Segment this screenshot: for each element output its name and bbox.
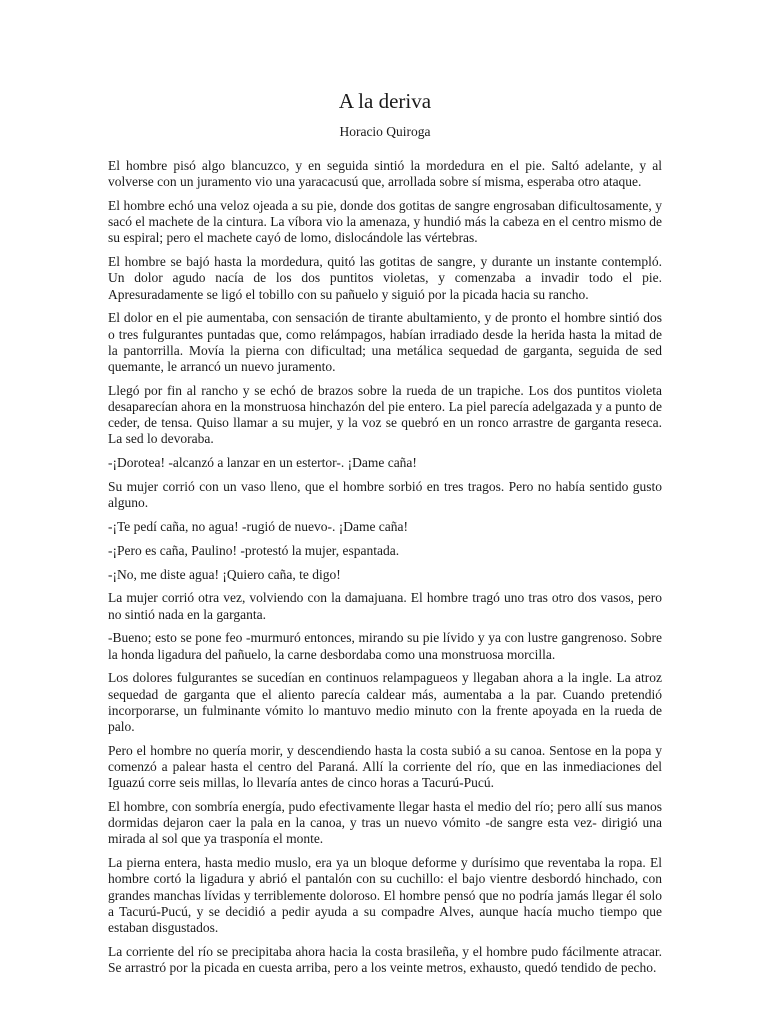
document-author: Horacio Quiroga xyxy=(339,124,431,139)
document-page xyxy=(108,88,662,984)
paragraph: El hombre se bajó hasta la mordedura, quitó las gotitas de sangre, y durante un instante contempló. Un dolor agudo nacía de los dos puntitos violetas, y comenzaba a invadir todo el pie. Apresuradamente se ligó el tobillo con su pañuelo y siguió por la picada hacia su rancho. xyxy=(108,254,662,302)
paragraph: -Bueno; esto se pone feo -murmuró entonces, mirando su pie lívido y ya con lustre gangrenoso. Sobre la honda ligadura del pañuelo, la carne desbordaba como una monstruosa morcilla. xyxy=(108,630,662,662)
document-title: A la deriva xyxy=(338,89,432,113)
document-body xyxy=(108,158,662,976)
paragraph: La mujer corrió otra vez, volviendo con la damajuana. El hombre tragó uno tras otro dos vasos, pero no sintió nada en la garganta. xyxy=(108,590,662,622)
paragraph: El hombre echó una veloz ojeada a su pie, donde dos gotitas de sangre engrosaban dificultosamente, y sacó el machete de la cintura. La víbora vio la amenaza, y hundió más la cabeza en el centro mismo de su espiral; pero el machete cayó de lomo, dislocándole las vértebras. xyxy=(108,198,663,246)
paragraph: Los dolores fulgurantes se sucedían en continuos relampagueos y llegaban ahora a la ingle. La atroz sequedad de garganta que el aliento parecía caldear más, aumentaba a la par. Cuando pretendió incorporarse, un fulminante vómito lo mantuvo medio minuto con la frente apoyada en la rueda de palo. xyxy=(108,670,662,735)
paragraph: El hombre pisó algo blancuzco, y en seguida sintió la mordedura en el pie. Saltó adelante, y al volverse con un juramento vio una yaracacusú que, arrollada sobre sí misma, esperaba otro ataque. xyxy=(108,158,662,190)
paragraph: La corriente del río se precipitaba ahora hacia la costa brasileña, y el hombre pudo fácilmente atracar. Se arrastró por la picada en cuesta arriba, pero a los veinte metros, exhausto, quedó tendido de pecho. xyxy=(108,943,662,976)
paragraph: Pero el hombre no quería morir, y descendiendo hasta la costa subió a su canoa. Sentose en la popa y comenzó a palear hasta el centro del Paraná. Allí la corriente del río, que en las inmediaciones del Iguazú corre seis millas, lo llevaría antes de cinco horas a Tacurú-Pucú. xyxy=(108,742,662,791)
paragraph: El dolor en el pie aumentaba, con sensación de tirante abultamiento, y de pronto el hombre sintió dos o tres fulgurantes puntadas que, como relámpagos, habían irradiado desde la herida hasta la mitad de la pantorrilla. Movía la pierna con dificultad; una metálica sequedad de garganta, seguida de sed quemante, le arrancó un nuevo juramento. xyxy=(108,310,662,375)
paragraph: Su mujer corrió con un vaso lleno, que el hombre sorbió en tres tragos. Pero no había sentido gusto alguno. xyxy=(108,479,662,511)
dialogue-line: -¡No, me diste agua! ¡Quiero caña, te digo! xyxy=(108,566,341,582)
paragraph: El hombre, con sombría energía, pudo efectivamente llegar hasta el medio del río; pero allí sus manos dormidas dejaron caer la pala en la canoa, y tras un nuevo vómito -de sangre esta vez- dirigió una mirada al sol que ya trasponía el monte. xyxy=(108,799,662,847)
paragraph: Llegó por fin al rancho y se echó de brazos sobre la rueda de un trapiche. Los dos puntitos violeta desaparecían ahora en la monstruosa hinchazón del pie entero. La piel parecía adelgazada y a punto de ceder, de tensa. Quiso llamar a su mujer, y la voz se quebró en un ronco arrastre de garganta reseca. La sed lo devoraba. xyxy=(108,382,662,447)
dialogue-line: -¡Te pedí caña, no agua! -rugió de nuevo-. ¡Dame caña! xyxy=(108,519,409,535)
paragraph: La pierna entera, hasta medio muslo, era ya un bloque deforme y durísimo que reventaba la ropa. El hombre cortó la ligadura y abrió el pantalón con su cuchillo: el bajo vientre desbordó hinchado, con grandes manchas lívidas y terriblemente doloroso. El hombre pensó que no podría jamás llegar él solo a Tacurú-Pucú, y se decidió a pedir ayuda a su compadre Alves, aunque hacía mucho tiempo que estaban disgustados. xyxy=(108,855,662,936)
dialogue-line: -¡Dorotea! -alcanzó a lanzar en un estertor-. ¡Dame caña! xyxy=(108,455,417,471)
dialogue-line: -¡Pero es caña, Paulino! -protestó la mujer, espantada. xyxy=(108,542,400,558)
